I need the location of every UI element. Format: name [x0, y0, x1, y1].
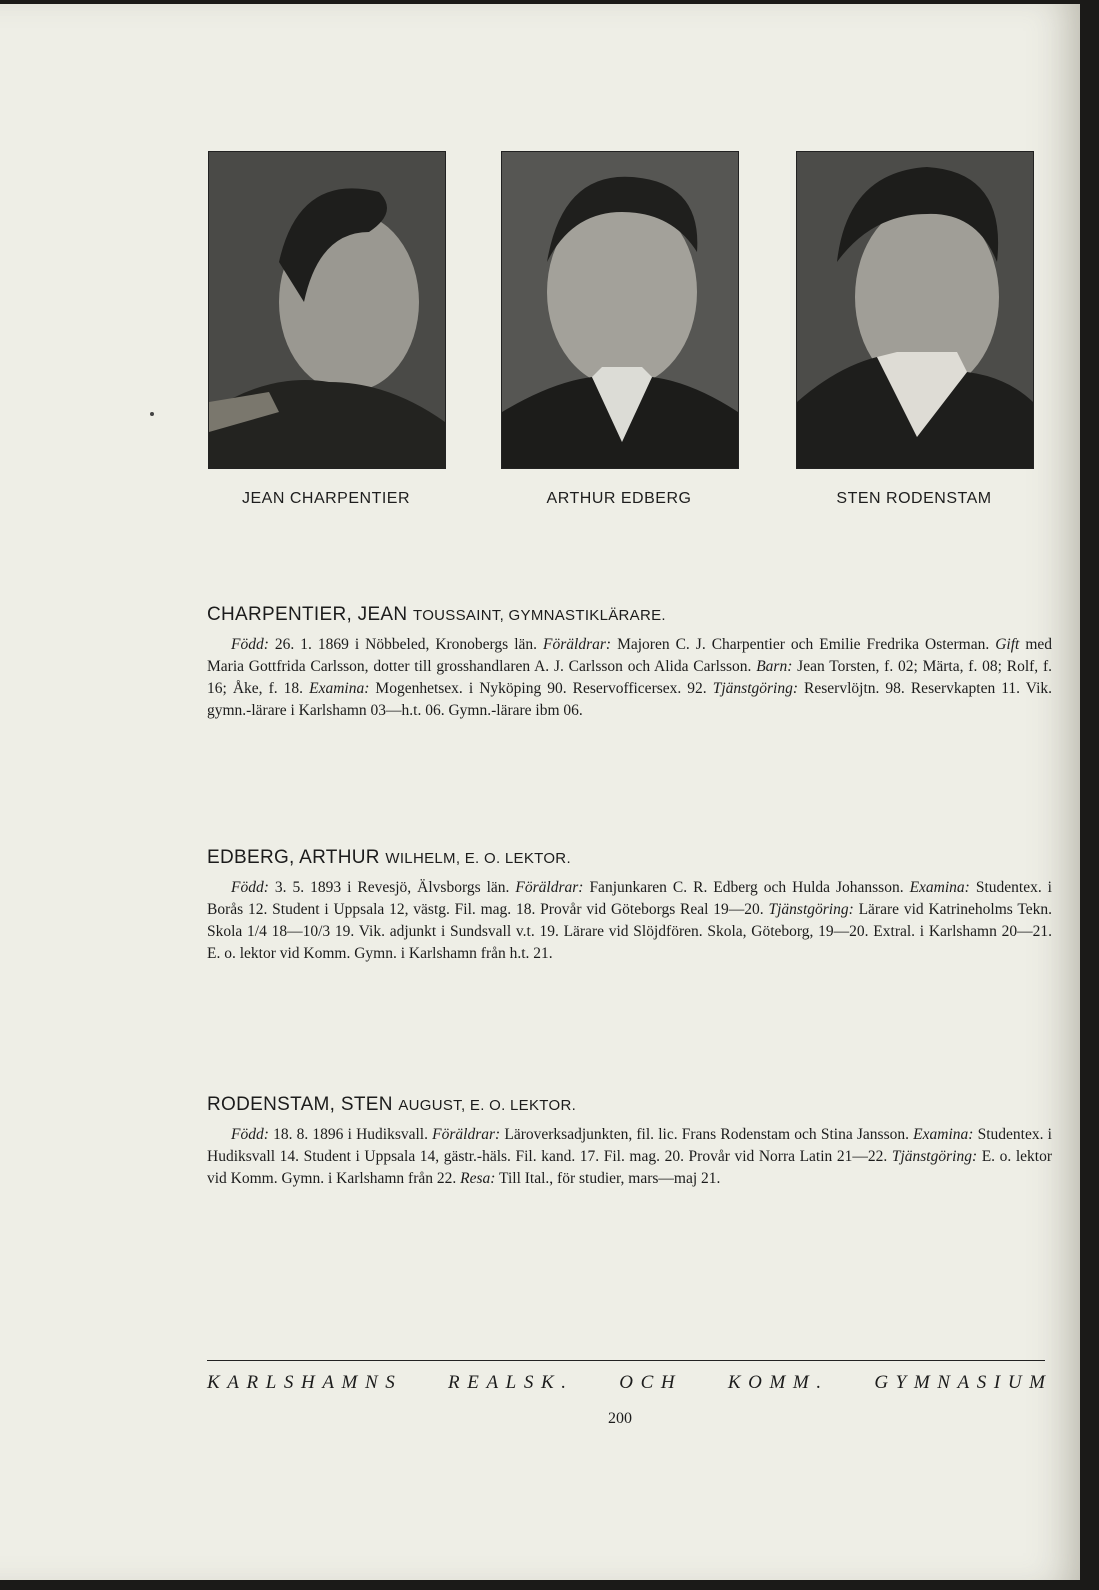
entry-field-label: Föräldrar: [515, 879, 584, 896]
entry-title-rest: TOUSSAINT, GYMNASTIKLÄRARE. [413, 607, 666, 624]
entry-field-label: Född: [231, 879, 269, 896]
entry-field-label: Tjänstgöring: [712, 680, 798, 697]
portrait-caption: JEAN CHARPENTIER [241, 490, 411, 507]
entry-text: 18. 8. 1896 i Hudiksvall. [268, 1126, 433, 1143]
entry-name: CHARPENTIER, JEAN [207, 604, 408, 625]
entry-text: Reservlöjtn. 98. Reservkapten 11. Vik. gymn.-lärare i Karlshamn 03—h.t. 06. Gymn.-lärare ibm 06. [207, 680, 1053, 719]
entry-field-label: Föräldrar: [432, 1126, 501, 1143]
entry-text: Studentex. i Hudiksvall 14. Student i Uppsala 14, gästr.-häls. Fil. kand. 17. Fil. mag. 20. Provår vid Norra Latin 21—22. [207, 1126, 1052, 1165]
entry-field-label: Gift [995, 636, 1020, 653]
entry-field-label: Examina: [913, 1126, 974, 1143]
entry-text: 3. 5. 1893 i Revesjö, Älvsborgs län. [268, 879, 516, 896]
entry-field-label: Född: [231, 1126, 269, 1143]
footer-word: K A R L S H A M N S [207, 1372, 395, 1393]
entry-field-label: Föräldrar: [543, 636, 612, 653]
entry-body [207, 634, 1052, 722]
portrait-photo-rodenstam [796, 151, 1034, 469]
entry-text: Fanjunkaren C. R. Edberg och Hulda Johansson. [583, 879, 910, 896]
entry-text: med Maria Gottfrida Carlsson, dotter till grosshandlaren A. J. Carlsson och Alida Carlsson. [207, 636, 1053, 675]
entry-name: EDBERG, ARTHUR [207, 847, 380, 868]
entry-field-label: Examina: [309, 680, 370, 697]
entry-body [207, 1124, 1052, 1190]
entry-title-rest: AUGUST, E. O. LEKTOR. [398, 1097, 577, 1114]
speck [150, 412, 154, 416]
entry-text: 26. 1. 1869 i Nöbbeled, Kronobergs län. [268, 636, 544, 653]
entry-text: Majoren C. J. Charpentier och Emilie Fredrika Osterman. [611, 636, 996, 653]
entry-text: Lärare vid Katrineholms Tekn. Skola 1/4 18—10/3 19. Vik. adjunkt i Sundsvall v.t. 19. Lärare vid Slöjdfören. Skola, Göteborg, 19—20. Extral. i Karlshamn 20—21. E. o. lektor vid Komm. Gymn. i Karlshamn från h.t. 21. [207, 901, 1052, 962]
entry-text: Läroverksadjunkten, fil. lic. Frans Rodenstam och Stina Jansson. [500, 1126, 914, 1143]
entry-heading [207, 847, 1052, 869]
footer-rule [207, 1360, 1045, 1361]
entry-field-label: Tjänstgöring: [768, 901, 854, 918]
entry-body [207, 877, 1052, 965]
footer-word: G Y M N A S I U M [874, 1372, 1045, 1393]
entry-field-label: Barn: [756, 658, 793, 675]
running-footer [207, 1372, 1045, 1394]
footer-word: R E A L S K . [448, 1372, 566, 1393]
entry-heading [207, 1094, 1052, 1116]
portrait-caption: ARTHUR EDBERG [546, 490, 692, 507]
biography-entry-charpentier [207, 604, 1052, 722]
entry-title-rest: WILHELM, E. O. LEKTOR. [385, 850, 571, 867]
portrait-photo-charpentier [208, 151, 446, 469]
entry-name: RODENSTAM, STEN [207, 1094, 393, 1115]
entry-text: Studentex. i Borås 12. Student i Uppsala 12, västg. Fil. mag. 18. Provår vid Göteborgs Real 19—20. [207, 879, 1052, 918]
entry-text: E. o. lektor vid Komm. Gymn. i Karlshamn från 22. [207, 1148, 1052, 1187]
entry-field-label: Tjänstgöring: [891, 1148, 978, 1165]
footer-word: O C H [619, 1372, 675, 1393]
entry-field-label: Resa: [460, 1170, 496, 1187]
page-number: 200 [608, 1410, 632, 1427]
biography-entry-rodenstam [207, 1094, 1052, 1190]
entry-text: Jean Torsten, f. 02; Märta, f. 08; Rolf, f. 16; Åke, f. 18. [207, 658, 1052, 697]
entry-heading [207, 604, 1052, 626]
entry-field-label: Examina: [909, 879, 970, 896]
footer-word: K O M M . [727, 1372, 822, 1393]
entry-text: Mogenhetsex. i Nyköping 90. Reservofficersex. 92. [369, 680, 713, 697]
entry-text: Till Ital., för studier, mars—maj 21. [495, 1170, 721, 1187]
entry-field-label: Född: [231, 636, 269, 653]
portrait-photo-edberg [501, 151, 739, 469]
biography-entry-edberg [207, 847, 1052, 965]
portrait-caption: STEN RODENSTAM [836, 490, 992, 507]
